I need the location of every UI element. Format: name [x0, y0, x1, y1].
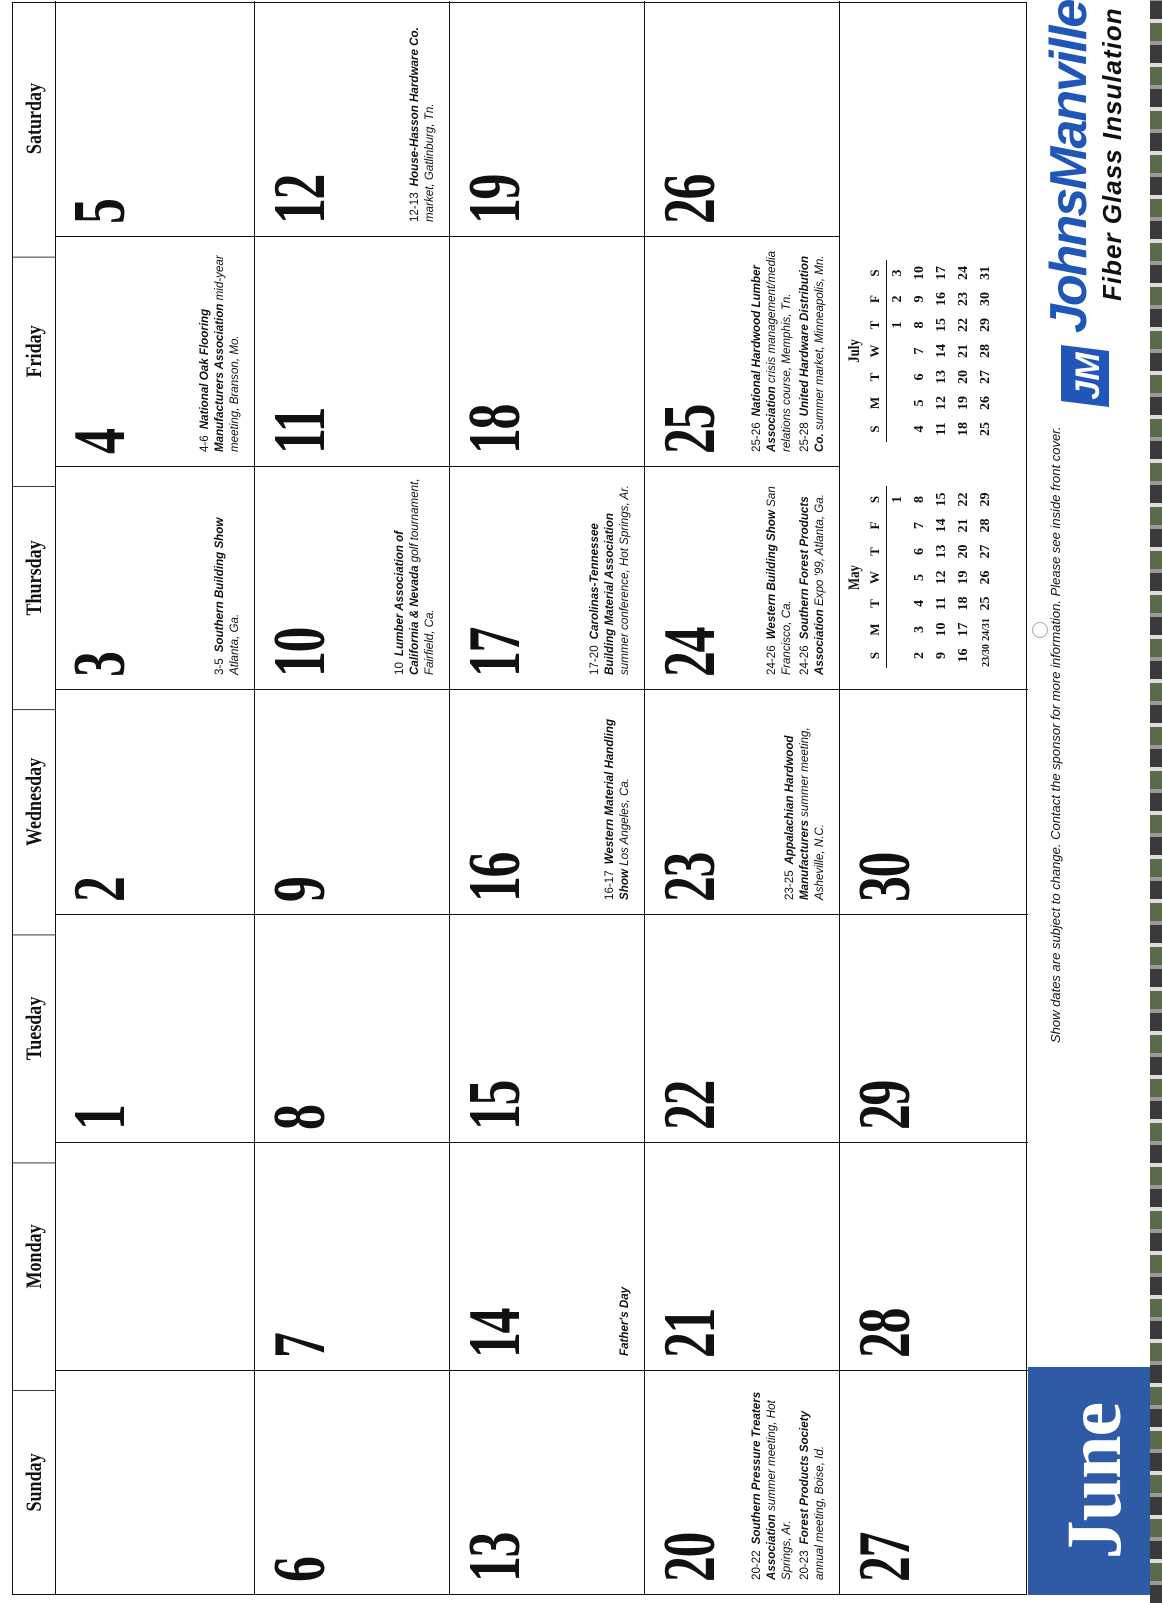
day-cell-23	[645, 689, 840, 914]
mini-calendar-weekday: M	[864, 617, 887, 643]
day-number: 10	[259, 628, 341, 677]
mini-calendar-date: 28	[978, 344, 993, 358]
day-cell-17	[450, 466, 645, 689]
day-number: 5	[59, 199, 141, 224]
day-cell-14	[450, 1142, 645, 1370]
brand-name: JohnsManville	[1040, 0, 1098, 333]
day-cell-9	[255, 689, 450, 914]
day-number: 7	[259, 1333, 341, 1358]
day-cell-26	[645, 1, 840, 236]
mini-calendar-date: 6	[912, 548, 927, 555]
mini-calendar-weekday: T	[864, 364, 887, 390]
mini-calendar-date	[887, 338, 910, 364]
mini-calendar-july	[846, 246, 997, 456]
event-item	[764, 477, 794, 675]
day-cell-21	[645, 1142, 840, 1370]
mini-calendar-date: 8	[912, 321, 927, 329]
event-list	[209, 477, 242, 675]
mini-calendar-date	[887, 565, 910, 591]
day-number: 3	[59, 652, 141, 677]
mini-calendar-date: 9	[912, 295, 927, 303]
event-list	[389, 477, 437, 675]
day-cell-4	[55, 236, 255, 466]
mini-calendar-date: 14	[934, 344, 949, 358]
day-number: 30	[844, 853, 926, 902]
day-cell-1	[55, 914, 255, 1142]
day-number: 6	[259, 1557, 341, 1582]
mini-calendar-date: 3	[890, 269, 905, 277]
event-item	[749, 247, 794, 452]
binder-hole-mark	[1032, 622, 1048, 638]
mini-calendar-date: 10	[912, 266, 927, 280]
event-detail: annual meeting, Boise, Id.	[812, 1445, 826, 1580]
mini-calendar-weekday: S	[864, 260, 887, 286]
mini-calendar-date: 2	[912, 652, 927, 659]
day-cell-7	[255, 1142, 450, 1370]
event-list	[761, 477, 827, 675]
event-detail: summer market, Minneapolis, Mn.	[812, 255, 826, 431]
event-name: Western Material Handling Show	[602, 718, 631, 900]
mini-calendar-date: 30	[978, 292, 993, 306]
event-detail: Expo '99, Atlanta, Ga.	[812, 494, 826, 607]
mini-calendar-weekday: T	[864, 312, 887, 338]
weekday-header-monday: Monday	[13, 1163, 55, 1350]
day-cell-22	[645, 914, 840, 1142]
event-item	[212, 477, 242, 675]
event-item	[197, 247, 242, 452]
weekday-header-wednesday: Wednesday	[13, 709, 55, 894]
event-list	[614, 1153, 632, 1356]
day-number: 26	[649, 175, 731, 224]
event-item	[587, 477, 632, 675]
event-detail: summer meeting, Hot Springs, Ar.	[764, 1400, 793, 1580]
mini-calendar-date: 17	[956, 622, 971, 637]
mini-calendar-weekday: S	[864, 643, 887, 669]
mini-calendar-date: 18	[956, 596, 971, 611]
day-number: 25	[649, 405, 731, 454]
event-name: Southern Building Show	[212, 517, 226, 653]
day-number: 18	[454, 405, 536, 454]
mini-calendar-date: 25	[978, 422, 993, 436]
calendar-grid	[12, 2, 1027, 1595]
event-detail: San Francisco, Ca.	[764, 486, 793, 675]
mini-calendar-date: 12	[934, 396, 949, 410]
event-item	[797, 1381, 827, 1580]
day-cell-10	[255, 466, 450, 689]
event-dates: 23-25	[782, 870, 796, 900]
mini-calendar-date: 3	[912, 626, 927, 633]
mini-calendar-date: 9	[934, 652, 949, 659]
day-cell-18	[450, 236, 645, 466]
day-number: 15	[454, 1081, 536, 1130]
day-cell-11	[255, 236, 450, 466]
day-cell-6	[255, 1370, 450, 1594]
mini-calendar-date: 26	[978, 396, 993, 410]
day-cell-5	[55, 1, 255, 236]
event-name: Forest Products Society	[797, 1410, 811, 1545]
event-name: Southern Pressure Treaters Association	[749, 1391, 778, 1580]
day-cell-15	[450, 914, 645, 1142]
event-item	[392, 477, 437, 675]
event-dates: 20-23	[797, 1550, 811, 1580]
event-name: Western Building Show	[764, 510, 778, 640]
day-number: 4	[59, 429, 141, 454]
event-dates: 3-5	[212, 658, 226, 675]
mini-calendar-date: 31	[978, 266, 993, 280]
day-number: 19	[454, 175, 536, 224]
mini-calendar-date: 28	[978, 518, 993, 533]
event-name: United Hardware Distribution Co.	[797, 255, 826, 452]
day-number: 16	[454, 853, 536, 902]
day-number: 11	[259, 407, 341, 454]
event-detail: mid-year meeting, Branson, Mo.	[212, 255, 241, 452]
day-cell-20	[645, 1370, 840, 1594]
event-name: Appalachian Hardwood Manufacturers	[782, 735, 811, 900]
mini-calendar-date: 11	[934, 596, 949, 611]
mini-calendar-date: 18	[956, 422, 971, 436]
mini-calendar-date: 13	[934, 544, 949, 559]
day-cell-16	[450, 689, 645, 914]
event-item	[617, 1153, 632, 1356]
mini-calendar-date: 15	[934, 492, 949, 507]
day-number: 21	[649, 1309, 731, 1358]
mini-calendar-date: 6	[912, 373, 927, 381]
mini-calendar-date: 16	[956, 648, 971, 663]
day-number: 24	[649, 628, 731, 677]
mini-calendar-weekday: W	[864, 565, 887, 591]
day-number: 12	[259, 175, 341, 224]
event-name: Father's Day	[617, 1286, 631, 1356]
mini-calendar-date: 5	[912, 574, 927, 581]
mini-calendar-date: 13	[934, 370, 949, 384]
event-name: National Hardwood Lumber Association	[749, 264, 778, 452]
day-number: 23	[649, 853, 731, 902]
scan-edge-strip	[1150, 0, 1162, 1603]
day-cell-12	[255, 1, 450, 236]
mini-calendar-date	[887, 643, 910, 669]
event-name: National Oak Flooring Manufacturers Association	[197, 303, 226, 452]
month-title: June	[1050, 1402, 1137, 1560]
event-dates: 17-20	[587, 645, 601, 675]
mini-calendar-date: 21	[956, 344, 971, 358]
mini-calendar-date: 22	[956, 492, 971, 507]
event-dates: 10	[392, 662, 406, 675]
jm-logo-icon	[1059, 343, 1111, 407]
mini-calendar-weekday: M	[864, 390, 887, 416]
mini-calendar-weekday: S	[864, 487, 887, 513]
event-name: Southern Forest Products Association	[797, 496, 826, 675]
johns-manville-logo	[1035, 0, 1155, 407]
day-cell-27	[840, 1370, 1028, 1594]
mini-calendar-date	[887, 390, 910, 416]
mini-calendar-date: 21	[956, 518, 971, 533]
day-number: 9	[259, 877, 341, 902]
day-cell-28	[840, 1142, 1028, 1370]
mini-calendar-weekday: W	[864, 338, 887, 364]
footnote: Show dates are subject to change. Contact the sponsor for more information. Please see inside front cover.	[1048, 426, 1063, 1043]
mini-calendar-date: 19	[956, 396, 971, 410]
event-dates: 25-28	[797, 422, 811, 452]
event-detail: summer meeting, Asheville, N.C.	[797, 727, 826, 900]
day-cell-24	[645, 466, 840, 689]
mini-calendar-date: 24/31	[980, 618, 992, 641]
event-item	[602, 700, 632, 900]
mini-calendar-date: 29	[978, 492, 993, 507]
jm-logo-letters: JM	[1069, 352, 1107, 400]
mini-calendar-date: 15	[934, 318, 949, 332]
day-number: 14	[454, 1309, 536, 1358]
mini-calendar-date: 1	[890, 321, 905, 329]
mini-calendar-date: 27	[978, 370, 993, 384]
weekday-header-tuesday: Tuesday	[13, 935, 55, 1122]
event-detail: market, Gatlinburg, Tn.	[422, 103, 436, 222]
mini-calendar-date: 12	[934, 570, 949, 585]
day-cell-2	[55, 689, 255, 914]
day-cell-29	[840, 914, 1028, 1142]
mini-calendar-date: 26	[978, 570, 993, 585]
mini-calendar-date: 16	[934, 292, 949, 306]
mini-calendar-weekday: F	[864, 513, 887, 539]
day-number: 13	[454, 1533, 536, 1582]
mini-calendar-date: 25	[978, 596, 993, 611]
mini-calendar-date: 19	[956, 570, 971, 585]
day-number: 2	[59, 877, 141, 902]
day-cell-19	[450, 1, 645, 236]
mini-calendar-weekday: T	[864, 591, 887, 617]
event-dates: 20-22	[749, 1550, 763, 1580]
mini-calendar-date: 4	[912, 425, 927, 433]
event-list	[599, 700, 632, 900]
event-dates: 24-26	[764, 645, 778, 675]
event-list	[746, 1381, 827, 1580]
event-list	[194, 247, 242, 452]
mini-calendar-weekday: T	[864, 539, 887, 565]
day-cell-empty	[55, 1370, 255, 1594]
event-item	[782, 700, 827, 900]
event-dates: 24-26	[797, 645, 811, 675]
event-detail: crisis management/media relations course, Memphis, Tn.	[764, 250, 793, 452]
mini-calendar-date	[887, 513, 910, 539]
day-number: 20	[649, 1533, 731, 1582]
mini-calendar-date: 10	[934, 622, 949, 637]
mini-calendar-title: May	[846, 565, 863, 590]
event-dates: 25-26	[749, 422, 763, 452]
weekday-header-saturday: Saturday	[21, 82, 46, 155]
event-detail: golf tournament, Fairfield, Ca.	[407, 478, 436, 675]
weekday-header-friday: Friday	[13, 257, 55, 446]
event-list	[404, 11, 437, 222]
event-dates: 16-17	[602, 870, 616, 900]
day-number: 8	[259, 1105, 341, 1130]
day-cell-13	[450, 1370, 645, 1594]
event-dates: 4-6	[197, 435, 211, 452]
mini-calendar-date: 17	[934, 266, 949, 280]
day-number: 22	[649, 1081, 731, 1130]
event-detail: summer conference, Hot Springs, Ar.	[617, 485, 631, 675]
event-detail: Los Angeles, Ca.	[617, 777, 631, 866]
day-number: 28	[844, 1309, 926, 1358]
day-cell-25	[645, 236, 840, 466]
mini-calendar-date: 20	[956, 544, 971, 559]
mini-calendar-date: 27	[978, 544, 993, 559]
event-list	[584, 477, 632, 675]
mini-calendar-date: 23	[956, 292, 971, 306]
event-item	[797, 247, 827, 452]
event-item	[407, 11, 437, 222]
mini-calendar-weekday: F	[864, 286, 887, 312]
mini-calendar-date: 29	[978, 318, 993, 332]
mini-calendar-date: 2	[890, 295, 905, 303]
event-detail: Atlanta, Ga.	[227, 613, 241, 675]
day-number: 27	[844, 1533, 926, 1582]
mini-calendar-date	[887, 591, 910, 617]
mini-calendar-title: July	[846, 339, 863, 363]
event-item	[797, 477, 827, 675]
day-cell-8	[255, 914, 450, 1142]
mini-calendar-date: 23/30	[980, 644, 992, 667]
day-cell-3	[55, 466, 255, 689]
mini-calendar-date	[887, 416, 910, 442]
mini-calendar-date: 1	[890, 496, 905, 503]
event-item	[749, 1381, 794, 1580]
mini-calendar-date	[887, 617, 910, 643]
mini-calendar-date: 22	[956, 318, 971, 332]
mini-calendar-weekday: S	[864, 416, 887, 442]
weekday-header-sunday: Sunday	[13, 1390, 55, 1574]
event-list	[746, 247, 827, 452]
day-cell-empty	[55, 1142, 255, 1370]
mini-calendar-date: 8	[912, 496, 927, 503]
mini-calendar-date: 14	[934, 518, 949, 533]
event-list	[779, 700, 827, 900]
event-dates: 12-13	[407, 192, 421, 222]
mini-calendar-date: 20	[956, 370, 971, 384]
brand-tagline: Fiber Glass Insulation	[1097, 7, 1127, 301]
mini-calendar-date	[887, 539, 910, 565]
mini-calendar-date: 7	[912, 522, 927, 529]
event-name: Carolinas-Tennessee Building Material Association	[587, 513, 616, 675]
month-banner	[1028, 1367, 1160, 1595]
day-number: 1	[59, 1105, 141, 1130]
event-name: Lumber Association of California & Nevada	[392, 530, 421, 675]
day-cell-30	[840, 689, 1028, 914]
mini-calendar-may	[846, 474, 997, 681]
day-number: 17	[454, 628, 536, 677]
mini-calendar-date: 24	[956, 266, 971, 280]
event-name: House-Hasson Hardware Co.	[407, 27, 421, 187]
day-number: 29	[844, 1081, 926, 1130]
mini-calendar-date: 4	[912, 600, 927, 607]
mini-calendar-date: 11	[934, 422, 949, 436]
weekday-header-thursday: Thursday	[13, 486, 55, 669]
mini-calendar-date: 7	[912, 347, 927, 355]
mini-calendar-date: 5	[912, 399, 927, 407]
mini-calendar-date	[887, 364, 910, 390]
